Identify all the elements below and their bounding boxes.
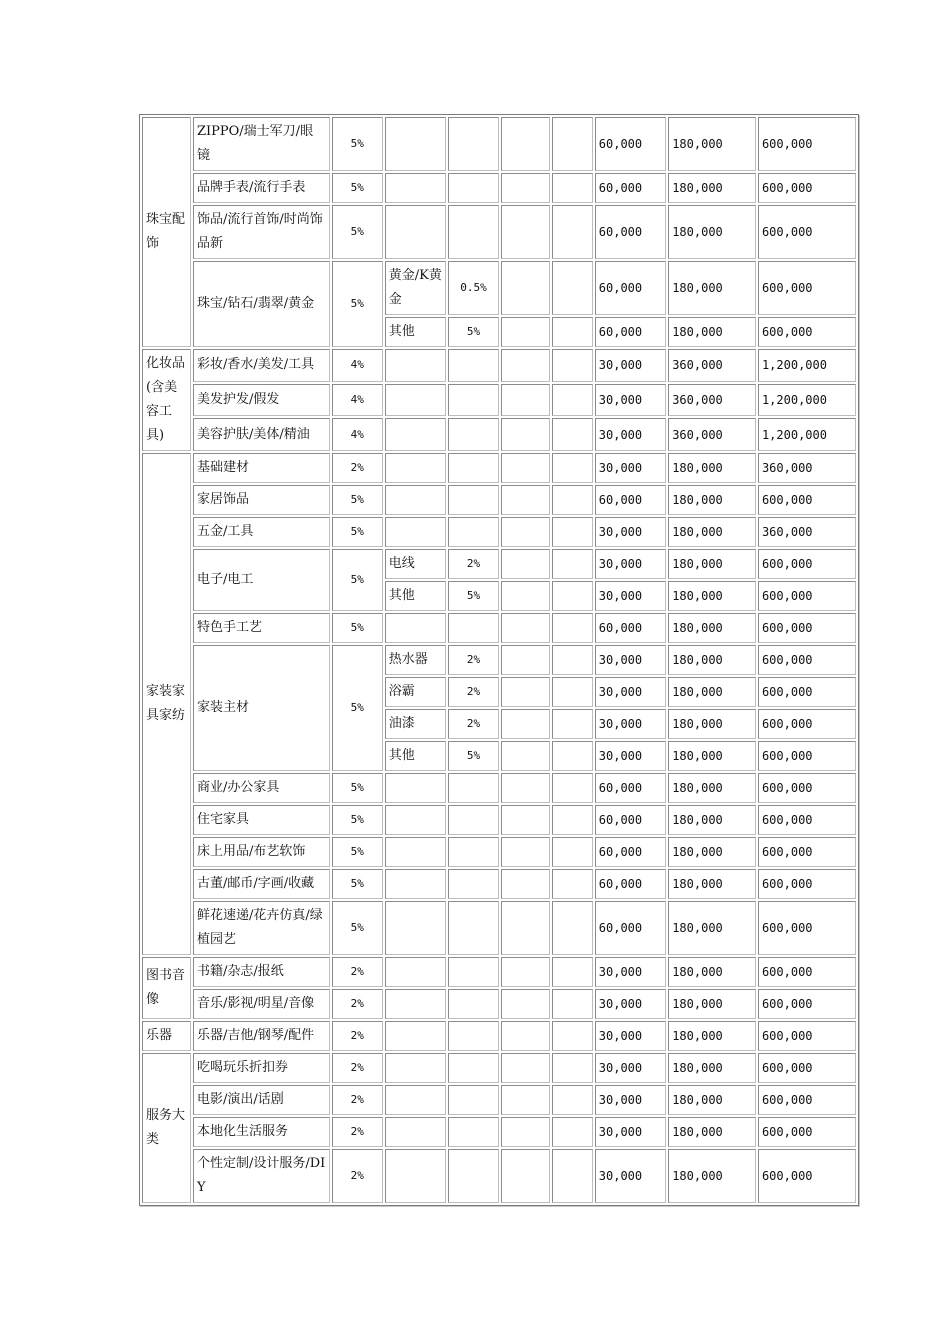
empty-cell (501, 349, 550, 382)
amount-cell-a: 30,000 (595, 645, 666, 675)
amount-cell-c: 600,000 (758, 613, 856, 643)
fee-rate-table (139, 114, 859, 1206)
table-row (142, 901, 856, 955)
amount-cell-a: 30,000 (595, 453, 666, 483)
table-row (142, 1053, 856, 1083)
empty-cell (552, 517, 593, 547)
amount-cell-c: 600,000 (758, 205, 856, 259)
empty-cell (501, 1149, 550, 1203)
subcategory-cell: 美容护肤/美体/精油 (193, 418, 330, 451)
rate-cell: 2% (332, 1117, 383, 1147)
empty-cell (501, 384, 550, 417)
empty-cell (501, 581, 550, 611)
empty-cell (385, 1021, 446, 1051)
empty-cell (448, 117, 499, 171)
empty-cell (448, 205, 499, 259)
amount-cell-b: 180,000 (668, 805, 756, 835)
amount-cell-a: 30,000 (595, 1021, 666, 1051)
amount-cell-b: 180,000 (668, 1021, 756, 1051)
empty-cell (552, 677, 593, 707)
amount-cell-a: 30,000 (595, 677, 666, 707)
table-row (142, 205, 856, 259)
table-row (142, 869, 856, 899)
table-row (142, 485, 856, 515)
empty-cell (385, 901, 446, 955)
table-row (142, 1149, 856, 1203)
empty-cell (501, 989, 550, 1019)
amount-cell-a: 30,000 (595, 1085, 666, 1115)
amount-cell-b: 180,000 (668, 677, 756, 707)
amount-cell-b: 180,000 (668, 453, 756, 483)
amount-cell-c: 600,000 (758, 485, 856, 515)
empty-cell (501, 173, 550, 203)
rate-cell: 2% (332, 989, 383, 1019)
split-name-cell: 其他 (385, 581, 446, 611)
empty-cell (552, 709, 593, 739)
subcategory-cell: 本地化生活服务 (193, 1117, 330, 1147)
rate-cell: 5% (332, 837, 383, 867)
empty-cell (385, 173, 446, 203)
amount-cell-a: 30,000 (595, 989, 666, 1019)
table-row (142, 384, 856, 417)
empty-cell (448, 1053, 499, 1083)
subcategory-cell: 书籍/杂志/报纸 (193, 957, 330, 987)
empty-cell (552, 453, 593, 483)
subcategory-cell: 商业/办公家具 (193, 773, 330, 803)
subcategory-cell: 乐器/吉他/钢琴/配件 (193, 1021, 330, 1051)
amount-cell-a: 30,000 (595, 581, 666, 611)
empty-cell (552, 349, 593, 382)
split-rate-cell: 2% (448, 677, 499, 707)
subcategory-cell: 古董/邮币/字画/收藏 (193, 869, 330, 899)
empty-cell (501, 1085, 550, 1115)
empty-cell (552, 581, 593, 611)
subcategory-cell: 鲜花速递/花卉仿真/绿植园艺 (193, 901, 330, 955)
amount-cell-b: 180,000 (668, 837, 756, 867)
category-cell: 家装家具家纺 (142, 453, 191, 955)
table-row (142, 549, 856, 579)
rate-cell: 2% (332, 1021, 383, 1051)
amount-cell-b: 180,000 (668, 901, 756, 955)
amount-cell-b: 180,000 (668, 117, 756, 171)
table-body (142, 117, 856, 1203)
table-row (142, 173, 856, 203)
empty-cell (385, 1117, 446, 1147)
empty-cell (501, 741, 550, 771)
amount-cell-b: 180,000 (668, 205, 756, 259)
empty-cell (501, 1053, 550, 1083)
empty-cell (501, 869, 550, 899)
amount-cell-c: 600,000 (758, 117, 856, 171)
amount-cell-b: 180,000 (668, 1149, 756, 1203)
empty-cell (448, 989, 499, 1019)
empty-cell (385, 349, 446, 382)
empty-cell (385, 384, 446, 417)
empty-cell (448, 837, 499, 867)
empty-cell (385, 1149, 446, 1203)
empty-cell (448, 349, 499, 382)
table-row (142, 989, 856, 1019)
table-row (142, 117, 856, 171)
empty-cell (552, 549, 593, 579)
empty-cell (385, 418, 446, 451)
amount-cell-b: 180,000 (668, 957, 756, 987)
table-row (142, 773, 856, 803)
amount-cell-c: 1,200,000 (758, 418, 856, 451)
amount-cell-b: 180,000 (668, 1053, 756, 1083)
split-name-cell: 电线 (385, 549, 446, 579)
table-row (142, 1117, 856, 1147)
empty-cell (501, 613, 550, 643)
empty-cell (448, 517, 499, 547)
amount-cell-a: 60,000 (595, 485, 666, 515)
empty-cell (552, 418, 593, 451)
amount-cell-b: 180,000 (668, 261, 756, 315)
amount-cell-c: 600,000 (758, 1085, 856, 1115)
empty-cell (448, 485, 499, 515)
empty-cell (552, 1149, 593, 1203)
amount-cell-b: 360,000 (668, 349, 756, 382)
empty-cell (501, 517, 550, 547)
category-cell: 乐器 (142, 1021, 191, 1051)
amount-cell-b: 180,000 (668, 517, 756, 547)
table-row (142, 805, 856, 835)
amount-cell-a: 60,000 (595, 205, 666, 259)
amount-cell-b: 180,000 (668, 613, 756, 643)
subcategory-cell: 五金/工具 (193, 517, 330, 547)
amount-cell-a: 30,000 (595, 741, 666, 771)
split-rate-cell: 2% (448, 645, 499, 675)
subcategory-cell: ZIPPO/瑞士军刀/眼镜 (193, 117, 330, 171)
split-rate-cell: 5% (448, 581, 499, 611)
amount-cell-a: 30,000 (595, 1117, 666, 1147)
amount-cell-c: 600,000 (758, 805, 856, 835)
empty-cell (448, 1149, 499, 1203)
empty-cell (501, 645, 550, 675)
amount-cell-b: 180,000 (668, 989, 756, 1019)
empty-cell (448, 957, 499, 987)
subcategory-cell: 家装主材 (193, 645, 330, 771)
subcategory-cell: 吃喝玩乐折扣券 (193, 1053, 330, 1083)
amount-cell-a: 30,000 (595, 709, 666, 739)
split-rate-cell: 5% (448, 317, 499, 347)
rate-cell: 2% (332, 1149, 383, 1203)
category-cell: 化妆品(含美容工具) (142, 349, 191, 451)
amount-cell-a: 30,000 (595, 1149, 666, 1203)
empty-cell (448, 1021, 499, 1051)
empty-cell (552, 645, 593, 675)
empty-cell (552, 261, 593, 315)
empty-cell (552, 1117, 593, 1147)
amount-cell-c: 360,000 (758, 517, 856, 547)
amount-cell-b: 360,000 (668, 384, 756, 417)
amount-cell-b: 180,000 (668, 1085, 756, 1115)
amount-cell-c: 360,000 (758, 453, 856, 483)
amount-cell-c: 600,000 (758, 1117, 856, 1147)
rate-cell: 4% (332, 418, 383, 451)
amount-cell-c: 600,000 (758, 549, 856, 579)
amount-cell-a: 60,000 (595, 901, 666, 955)
amount-cell-a: 30,000 (595, 957, 666, 987)
empty-cell (501, 901, 550, 955)
rate-cell: 4% (332, 384, 383, 417)
amount-cell-b: 180,000 (668, 773, 756, 803)
split-name-cell: 浴霸 (385, 677, 446, 707)
rate-cell: 5% (332, 549, 383, 611)
table-row (142, 517, 856, 547)
empty-cell (385, 805, 446, 835)
category-cell: 珠宝配饰 (142, 117, 191, 347)
subcategory-cell: 家居饰品 (193, 485, 330, 515)
amount-cell-c: 600,000 (758, 645, 856, 675)
empty-cell (501, 677, 550, 707)
empty-cell (552, 957, 593, 987)
empty-cell (552, 869, 593, 899)
amount-cell-c: 600,000 (758, 1053, 856, 1083)
table-row (142, 645, 856, 675)
empty-cell (501, 1117, 550, 1147)
empty-cell (448, 1085, 499, 1115)
table-row (142, 418, 856, 451)
rate-cell: 5% (332, 517, 383, 547)
subcategory-cell: 美发护发/假发 (193, 384, 330, 417)
split-rate-cell: 5% (448, 741, 499, 771)
rate-cell: 5% (332, 805, 383, 835)
amount-cell-c: 600,000 (758, 869, 856, 899)
amount-cell-a: 30,000 (595, 549, 666, 579)
table-row (142, 453, 856, 483)
empty-cell (385, 117, 446, 171)
subcategory-cell: 电影/演出/话剧 (193, 1085, 330, 1115)
amount-cell-c: 600,000 (758, 1149, 856, 1203)
empty-cell (448, 418, 499, 451)
amount-cell-a: 60,000 (595, 805, 666, 835)
subcategory-cell: 饰品/流行首饰/时尚饰品新 (193, 205, 330, 259)
table-row (142, 349, 856, 382)
amount-cell-a: 30,000 (595, 418, 666, 451)
amount-cell-a: 60,000 (595, 117, 666, 171)
empty-cell (501, 317, 550, 347)
split-name-cell: 热水器 (385, 645, 446, 675)
table-row (142, 1021, 856, 1051)
amount-cell-c: 600,000 (758, 317, 856, 347)
amount-cell-b: 180,000 (668, 581, 756, 611)
empty-cell (501, 485, 550, 515)
empty-cell (501, 117, 550, 171)
empty-cell (385, 957, 446, 987)
empty-cell (552, 805, 593, 835)
amount-cell-a: 60,000 (595, 869, 666, 899)
empty-cell (448, 1117, 499, 1147)
empty-cell (448, 384, 499, 417)
subcategory-cell: 音乐/影视/明星/音像 (193, 989, 330, 1019)
empty-cell (552, 989, 593, 1019)
amount-cell-a: 30,000 (595, 384, 666, 417)
amount-cell-a: 60,000 (595, 837, 666, 867)
amount-cell-c: 600,000 (758, 581, 856, 611)
rate-cell: 5% (332, 261, 383, 347)
amount-cell-a: 60,000 (595, 173, 666, 203)
amount-cell-a: 30,000 (595, 517, 666, 547)
amount-cell-a: 30,000 (595, 1053, 666, 1083)
split-name-cell: 黄金/K黄金 (385, 261, 446, 315)
empty-cell (501, 957, 550, 987)
empty-cell (385, 869, 446, 899)
empty-cell (552, 901, 593, 955)
rate-cell: 5% (332, 205, 383, 259)
empty-cell (552, 1021, 593, 1051)
amount-cell-b: 180,000 (668, 317, 756, 347)
rate-cell: 5% (332, 645, 383, 771)
empty-cell (552, 837, 593, 867)
subcategory-cell: 床上用品/布艺软饰 (193, 837, 330, 867)
amount-cell-b: 180,000 (668, 645, 756, 675)
subcategory-cell: 基础建材 (193, 453, 330, 483)
split-rate-cell: 0.5% (448, 261, 499, 315)
split-name-cell: 其他 (385, 317, 446, 347)
empty-cell (552, 741, 593, 771)
empty-cell (501, 1021, 550, 1051)
empty-cell (448, 805, 499, 835)
category-cell: 图书音像 (142, 957, 191, 1019)
amount-cell-c: 600,000 (758, 957, 856, 987)
empty-cell (501, 837, 550, 867)
rate-cell: 5% (332, 173, 383, 203)
empty-cell (385, 517, 446, 547)
subcategory-cell: 电子/电工 (193, 549, 330, 611)
empty-cell (501, 205, 550, 259)
empty-cell (501, 418, 550, 451)
empty-cell (448, 173, 499, 203)
rate-cell: 5% (332, 773, 383, 803)
table-row (142, 957, 856, 987)
empty-cell (552, 117, 593, 171)
amount-cell-b: 180,000 (668, 1117, 756, 1147)
empty-cell (385, 485, 446, 515)
rate-cell: 5% (332, 869, 383, 899)
empty-cell (552, 173, 593, 203)
amount-cell-b: 180,000 (668, 173, 756, 203)
amount-cell-c: 600,000 (758, 989, 856, 1019)
table-row (142, 261, 856, 315)
amount-cell-c: 600,000 (758, 1021, 856, 1051)
amount-cell-b: 180,000 (668, 869, 756, 899)
empty-cell (501, 453, 550, 483)
amount-cell-a: 60,000 (595, 773, 666, 803)
empty-cell (552, 485, 593, 515)
amount-cell-c: 600,000 (758, 741, 856, 771)
amount-cell-c: 1,200,000 (758, 384, 856, 417)
empty-cell (385, 613, 446, 643)
amount-cell-c: 600,000 (758, 709, 856, 739)
amount-cell-b: 180,000 (668, 485, 756, 515)
category-cell: 服务大类 (142, 1053, 191, 1203)
empty-cell (552, 205, 593, 259)
rate-cell: 5% (332, 901, 383, 955)
amount-cell-c: 600,000 (758, 677, 856, 707)
amount-cell-c: 600,000 (758, 261, 856, 315)
table-row (142, 837, 856, 867)
amount-cell-b: 180,000 (668, 709, 756, 739)
empty-cell (501, 261, 550, 315)
empty-cell (501, 709, 550, 739)
empty-cell (385, 837, 446, 867)
amount-cell-a: 60,000 (595, 261, 666, 315)
empty-cell (385, 1085, 446, 1115)
rate-cell: 2% (332, 957, 383, 987)
rate-cell: 2% (332, 1085, 383, 1115)
amount-cell-a: 60,000 (595, 317, 666, 347)
rate-cell: 5% (332, 117, 383, 171)
empty-cell (448, 901, 499, 955)
empty-cell (385, 205, 446, 259)
subcategory-cell: 住宅家具 (193, 805, 330, 835)
empty-cell (552, 384, 593, 417)
amount-cell-a: 60,000 (595, 613, 666, 643)
amount-cell-c: 600,000 (758, 901, 856, 955)
empty-cell (501, 805, 550, 835)
amount-cell-c: 600,000 (758, 837, 856, 867)
empty-cell (385, 453, 446, 483)
empty-cell (552, 1053, 593, 1083)
empty-cell (552, 613, 593, 643)
subcategory-cell: 个性定制/设计服务/DIY (193, 1149, 330, 1203)
empty-cell (385, 1053, 446, 1083)
empty-cell (552, 1085, 593, 1115)
subcategory-cell: 品牌手表/流行手表 (193, 173, 330, 203)
empty-cell (552, 317, 593, 347)
empty-cell (385, 989, 446, 1019)
subcategory-cell: 珠宝/钻石/翡翠/黄金 (193, 261, 330, 347)
amount-cell-a: 30,000 (595, 349, 666, 382)
subcategory-cell: 特色手工艺 (193, 613, 330, 643)
amount-cell-c: 600,000 (758, 173, 856, 203)
empty-cell (501, 549, 550, 579)
empty-cell (501, 773, 550, 803)
empty-cell (448, 453, 499, 483)
amount-cell-b: 360,000 (668, 418, 756, 451)
split-rate-cell: 2% (448, 549, 499, 579)
empty-cell (448, 773, 499, 803)
table-row (142, 1085, 856, 1115)
empty-cell (552, 773, 593, 803)
empty-cell (448, 869, 499, 899)
empty-cell (448, 613, 499, 643)
split-rate-cell: 2% (448, 709, 499, 739)
rate-cell: 5% (332, 613, 383, 643)
rate-cell: 2% (332, 453, 383, 483)
split-name-cell: 其他 (385, 741, 446, 771)
amount-cell-c: 600,000 (758, 773, 856, 803)
amount-cell-b: 180,000 (668, 741, 756, 771)
amount-cell-b: 180,000 (668, 549, 756, 579)
rate-cell: 2% (332, 1053, 383, 1083)
amount-cell-c: 1,200,000 (758, 349, 856, 382)
rate-cell: 5% (332, 485, 383, 515)
rate-cell: 4% (332, 349, 383, 382)
subcategory-cell: 彩妆/香水/美发/工具 (193, 349, 330, 382)
empty-cell (385, 773, 446, 803)
split-name-cell: 油漆 (385, 709, 446, 739)
table-row (142, 613, 856, 643)
